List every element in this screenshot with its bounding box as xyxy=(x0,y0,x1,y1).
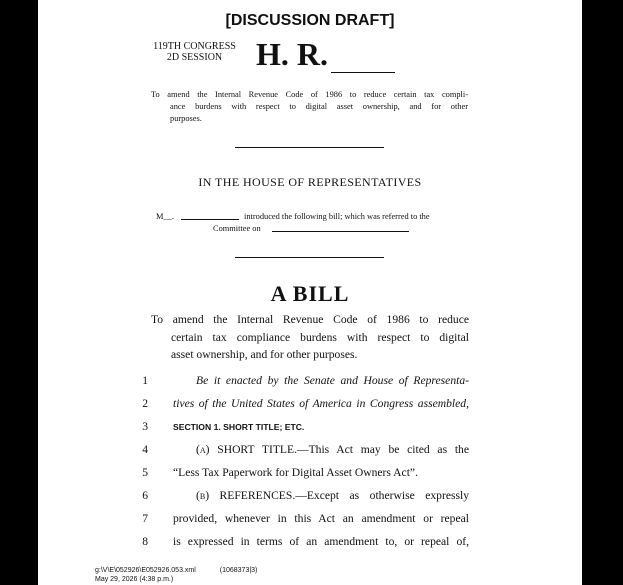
short-title-text: “Less Tax Paperwork for Digital Asset Owners Act”. xyxy=(173,466,418,479)
summary-line-2: certain tax compliance burdens with respect to digital xyxy=(171,330,469,344)
body-line-5 xyxy=(142,465,469,481)
line-number: 1 xyxy=(142,374,148,387)
introduction-block xyxy=(156,211,466,235)
line-number: 2 xyxy=(142,397,148,410)
bill-type-label: H. R. xyxy=(256,36,328,72)
document-footer xyxy=(95,566,257,584)
purpose-statement xyxy=(151,89,468,125)
body-text-line: is expressed in terms of an amendment to, or repeal of, xyxy=(173,535,469,548)
committee-name-blank xyxy=(272,231,409,232)
line-number: 8 xyxy=(142,535,148,548)
body-line-1 xyxy=(142,373,469,389)
line-number: 5 xyxy=(142,466,148,479)
body-line-6 xyxy=(142,488,470,504)
member-name-blank xyxy=(181,219,239,220)
body-line-7 xyxy=(142,511,469,527)
summary-line-1: To amend the Internal Revenue Code of 1986 to reduce xyxy=(151,313,469,326)
body-text-line xyxy=(196,442,469,458)
purpose-line-3: purposes. xyxy=(170,114,202,123)
house-heading: IN THE HOUSE OF REPRESENTATIVES xyxy=(198,175,422,189)
body-line-4 xyxy=(142,442,469,458)
divider-2 xyxy=(235,257,384,258)
line-number: 7 xyxy=(142,512,148,525)
file-path: g:\V\E\052926\E052926.053.xml xyxy=(95,567,196,574)
subsection-heading: (a) SHORT TITLE. xyxy=(196,443,297,456)
enacting-clause-line: Be it enacted by the Senate and House of Representa- xyxy=(196,374,469,387)
bill-summary xyxy=(151,311,469,364)
enacting-clause-line: tives of the United States of America in Congress assembled, xyxy=(173,397,469,410)
document-id: (1068373|3) xyxy=(219,567,258,574)
line-number: 4 xyxy=(142,443,148,456)
subsection-text: —This Act may be cited as the xyxy=(296,443,469,456)
timestamp: May 29, 2026 (4:38 p.m.) xyxy=(95,576,174,583)
line-number: 3 xyxy=(142,420,148,433)
session-number: 2D SESSION xyxy=(166,52,223,63)
introduction-text: introduced the following bill; which was referred to the xyxy=(244,212,430,221)
congress-session-block xyxy=(148,41,241,63)
body-text-line: provided, whenever in this Act an amendment or repeal xyxy=(173,512,469,525)
member-prefix: M__. xyxy=(156,212,174,221)
draft-label: [DISCUSSION DRAFT] xyxy=(225,12,395,29)
section-heading: SECTION 1. SHORT TITLE; ETC. xyxy=(173,422,305,432)
line-number: 6 xyxy=(142,489,148,502)
bill-page xyxy=(38,0,582,585)
bill-number-blank xyxy=(331,72,395,73)
subsection-heading: (b) REFERENCES. xyxy=(196,489,296,502)
committee-label: Committee on xyxy=(213,224,261,233)
body-line-2 xyxy=(142,396,469,412)
divider-1 xyxy=(235,147,384,148)
summary-line-3: asset ownership, and for other purposes. xyxy=(171,348,358,361)
purpose-line-2: ance burdens with respect to digital asset ownership, and for other xyxy=(170,102,468,111)
purpose-line-1: To amend the Internal Revenue Code of 1986 to reduce certain tax compli- xyxy=(151,90,468,99)
congress-number: 119TH CONGRESS xyxy=(153,41,236,52)
bill-heading: A BILL xyxy=(270,281,350,306)
body-text-line xyxy=(196,488,469,504)
body-line-8 xyxy=(142,534,469,550)
subsection-text: —Except as otherwise expressly xyxy=(295,489,470,502)
body-line-3 xyxy=(142,419,469,435)
